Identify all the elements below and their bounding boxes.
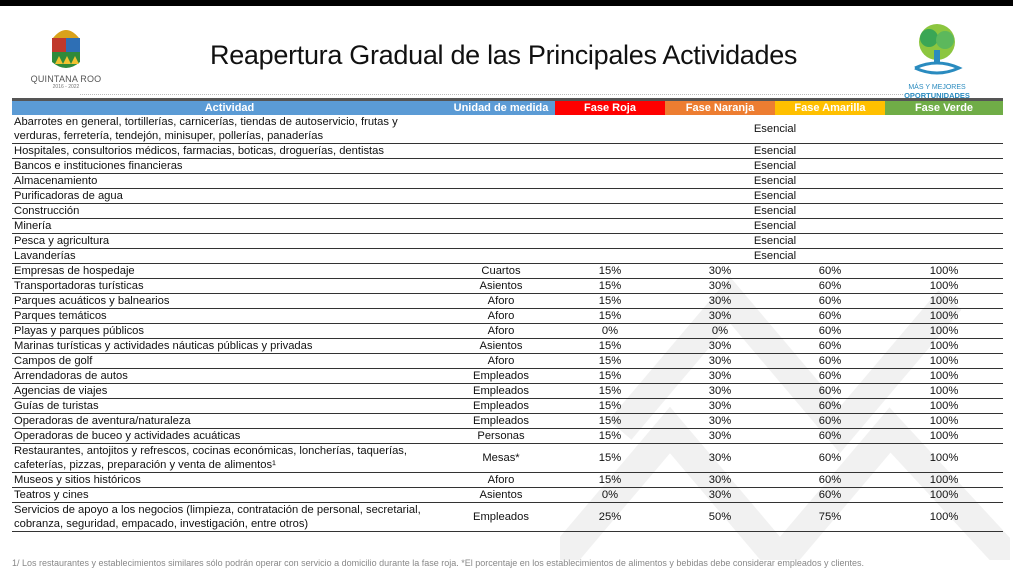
unidad-cell: Aforo (447, 473, 555, 488)
quintana-roo-logo: QUINTANA ROO 2016 - 2022 (18, 22, 114, 98)
phase-cell (885, 249, 1003, 264)
verde-cell: 100% (885, 444, 1003, 473)
activity-cell: Parques acuáticos y balnearios (12, 294, 447, 309)
essential-cell: Esencial (665, 115, 885, 144)
naranja-cell: 30% (665, 339, 775, 354)
table-row (12, 473, 1003, 488)
table-row (12, 399, 1003, 414)
verde-cell: 100% (885, 503, 1003, 532)
activity-cell: Construcción (12, 204, 447, 219)
activity-cell: Empresas de hospedaje (12, 264, 447, 279)
activity-cell: Almacenamiento (12, 174, 447, 189)
header-fase-amarilla: Fase Amarilla (775, 100, 885, 116)
verde-cell: 100% (885, 429, 1003, 444)
header-fase-verde: Fase Verde (885, 100, 1003, 116)
naranja-cell: 50% (665, 503, 775, 532)
unit-cell (447, 174, 555, 189)
amarilla-cell: 60% (775, 444, 885, 473)
naranja-cell: 30% (665, 399, 775, 414)
table-row (12, 309, 1003, 324)
activity-cell: Hospitales, consultorios médicos, farmacias, boticas, droguerías, dentistas (12, 144, 447, 159)
table-row (12, 339, 1003, 354)
amarilla-cell: 60% (775, 309, 885, 324)
activity-cell: Teatros y cines (12, 488, 447, 503)
activity-cell: Campos de golf (12, 354, 447, 369)
unit-cell (447, 219, 555, 234)
amarilla-cell: 60% (775, 324, 885, 339)
phase-cell (555, 189, 665, 204)
verde-cell: 100% (885, 369, 1003, 384)
table-row (12, 189, 1003, 204)
amarilla-cell: 60% (775, 399, 885, 414)
phase-cell (885, 174, 1003, 189)
amarilla-cell: 60% (775, 354, 885, 369)
naranja-cell: 30% (665, 473, 775, 488)
phase-cell (885, 204, 1003, 219)
unidad-cell: Empleados (447, 414, 555, 429)
amarilla-cell: 60% (775, 339, 885, 354)
verde-cell: 100% (885, 354, 1003, 369)
activity-cell: Transportadoras turísticas (12, 279, 447, 294)
tree-icon (907, 22, 967, 78)
table-row (12, 384, 1003, 399)
unit-cell (447, 249, 555, 264)
amarilla-cell: 60% (775, 414, 885, 429)
roja-cell: 15% (555, 429, 665, 444)
roja-cell: 15% (555, 279, 665, 294)
amarilla-cell: 60% (775, 384, 885, 399)
table-row (12, 249, 1003, 264)
roja-cell: 15% (555, 414, 665, 429)
table-row (12, 159, 1003, 174)
activity-cell: Lavanderías (12, 249, 447, 264)
table-row (12, 503, 1003, 532)
essential-cell: Esencial (665, 174, 885, 189)
coat-of-arms-icon (47, 22, 85, 72)
unidad-cell: Asientos (447, 488, 555, 503)
unidad-cell: Mesas* (447, 444, 555, 473)
table-row (12, 294, 1003, 309)
unidad-cell: Empleados (447, 384, 555, 399)
naranja-cell: 30% (665, 444, 775, 473)
phase-cell (555, 219, 665, 234)
table-row (12, 174, 1003, 189)
roja-cell: 15% (555, 339, 665, 354)
phase-cell (555, 159, 665, 174)
unit-cell (447, 234, 555, 249)
essential-cell: Esencial (665, 219, 885, 234)
activity-cell: Operadoras de aventura/naturaleza (12, 414, 447, 429)
unit-cell (447, 159, 555, 174)
amarilla-cell: 60% (775, 473, 885, 488)
table-row (12, 219, 1003, 234)
header-unidad: Unidad de medida (447, 100, 555, 116)
roja-cell: 15% (555, 444, 665, 473)
activity-cell: Agencias de viajes (12, 384, 447, 399)
mas-y-mejores-oportunidades-logo: MÁS Y MEJORES OPORTUNIDADES (898, 22, 976, 98)
table-row (12, 429, 1003, 444)
phase-cell (885, 234, 1003, 249)
phase-cell (885, 159, 1003, 174)
table-row (12, 279, 1003, 294)
header-fase-naranja: Fase Naranja (665, 100, 775, 116)
roja-cell: 15% (555, 354, 665, 369)
unidad-cell: Asientos (447, 339, 555, 354)
essential-cell: Esencial (665, 144, 885, 159)
roja-cell: 15% (555, 399, 665, 414)
unidad-cell: Empleados (447, 399, 555, 414)
naranja-cell: 30% (665, 279, 775, 294)
naranja-cell: 30% (665, 429, 775, 444)
table-row (12, 264, 1003, 279)
amarilla-cell: 75% (775, 503, 885, 532)
roja-cell: 25% (555, 503, 665, 532)
divider (80, 94, 903, 95)
activity-cell: Guías de turistas (12, 399, 447, 414)
verde-cell: 100% (885, 399, 1003, 414)
essential-cell: Esencial (665, 234, 885, 249)
unidad-cell: Aforo (447, 324, 555, 339)
table-row (12, 414, 1003, 429)
roja-cell: 15% (555, 264, 665, 279)
activity-cell: Bancos e instituciones financieras (12, 159, 447, 174)
roja-cell: 15% (555, 369, 665, 384)
roja-cell: 0% (555, 488, 665, 503)
naranja-cell: 30% (665, 264, 775, 279)
table-row (12, 354, 1003, 369)
verde-cell: 100% (885, 279, 1003, 294)
amarilla-cell: 60% (775, 488, 885, 503)
activity-cell: Parques temáticos (12, 309, 447, 324)
table-row (12, 115, 1003, 144)
phase-cell (555, 204, 665, 219)
naranja-cell: 30% (665, 384, 775, 399)
unit-cell (447, 144, 555, 159)
unit-cell (447, 204, 555, 219)
unidad-cell: Empleados (447, 503, 555, 532)
activity-cell: Operadoras de buceo y actividades acuáticas (12, 429, 447, 444)
table-row (12, 369, 1003, 384)
essential-cell: Esencial (665, 249, 885, 264)
activity-cell: Servicios de apoyo a los negocios (limpieza, contratación de personal, secretarial, cobranza, seguridad, empacado, investigación, entre otros) (12, 503, 447, 532)
footnote: 1/ Los restaurantes y establecimientos similares sólo podrán operar con servicio a domicilio durante la fase roja. *El porcentaje en los establecimientos de alimentos y bebidas debe considerar empleados y clientes. (12, 558, 864, 568)
unidad-cell: Aforo (447, 309, 555, 324)
verde-cell: 100% (885, 384, 1003, 399)
activity-cell: Playas y parques públicos (12, 324, 447, 339)
verde-cell: 100% (885, 488, 1003, 503)
verde-cell: 100% (885, 294, 1003, 309)
amarilla-cell: 60% (775, 429, 885, 444)
unidad-cell: Cuartos (447, 264, 555, 279)
naranja-cell: 30% (665, 354, 775, 369)
unidad-cell: Empleados (447, 369, 555, 384)
phase-cell (555, 144, 665, 159)
phase-cell (555, 234, 665, 249)
header-fase-roja: Fase Roja (555, 100, 665, 116)
verde-cell: 100% (885, 264, 1003, 279)
activity-cell: Marinas turísticas y actividades náuticas públicas y privadas (12, 339, 447, 354)
activity-cell: Purificadoras de agua (12, 189, 447, 204)
top-bar (0, 0, 1013, 6)
unidad-cell: Aforo (447, 294, 555, 309)
activity-cell: Pesca y agricultura (12, 234, 447, 249)
unit-cell (447, 189, 555, 204)
verde-cell: 100% (885, 339, 1003, 354)
roja-cell: 15% (555, 294, 665, 309)
roja-cell: 15% (555, 309, 665, 324)
naranja-cell: 30% (665, 294, 775, 309)
table-row (12, 324, 1003, 339)
verde-cell: 100% (885, 414, 1003, 429)
phase-cell (555, 174, 665, 189)
amarilla-cell: 60% (775, 279, 885, 294)
table-row (12, 488, 1003, 503)
verde-cell: 100% (885, 309, 1003, 324)
naranja-cell: 30% (665, 369, 775, 384)
verde-cell: 100% (885, 324, 1003, 339)
phase-cell (885, 144, 1003, 159)
unit-cell (447, 115, 555, 144)
verde-cell: 100% (885, 473, 1003, 488)
phase-cell (555, 249, 665, 264)
naranja-cell: 30% (665, 488, 775, 503)
essential-cell: Esencial (665, 159, 885, 174)
naranja-cell: 30% (665, 309, 775, 324)
activity-cell: Abarrotes en general, tortillerías, carnicerías, tiendas de autoservicio, frutas y verduras, ferretería, tendejón, minisuper, pollerías, panaderías (12, 115, 447, 144)
essential-cell: Esencial (665, 189, 885, 204)
unidad-cell: Personas (447, 429, 555, 444)
table-row (12, 234, 1003, 249)
phase-cell (885, 219, 1003, 234)
phase-cell (555, 115, 665, 144)
activity-cell: Arrendadoras de autos (12, 369, 447, 384)
amarilla-cell: 60% (775, 264, 885, 279)
amarilla-cell: 60% (775, 369, 885, 384)
essential-cell: Esencial (665, 204, 885, 219)
table-row (12, 444, 1003, 473)
naranja-cell: 0% (665, 324, 775, 339)
table-header (12, 100, 1003, 116)
phase-cell (885, 189, 1003, 204)
naranja-cell: 30% (665, 414, 775, 429)
header-actividad: Actividad (12, 100, 447, 116)
table-row (12, 204, 1003, 219)
phase-cell (885, 115, 1003, 144)
roja-cell: 15% (555, 473, 665, 488)
activity-cell: Restaurantes, antojitos y refrescos, cocinas económicas, loncherías, taquerías, cafeterías, pizzas, preparación y venta de alimentos¹ (12, 444, 447, 473)
activity-cell: Minería (12, 219, 447, 234)
roja-cell: 15% (555, 384, 665, 399)
unidad-cell: Asientos (447, 279, 555, 294)
activity-cell: Museos y sitios históricos (12, 473, 447, 488)
unidad-cell: Aforo (447, 354, 555, 369)
page-title: Reapertura Gradual de las Principales Actividades (210, 40, 798, 70)
table-row (12, 144, 1003, 159)
reopening-table (12, 98, 1003, 532)
roja-cell: 0% (555, 324, 665, 339)
amarilla-cell: 60% (775, 294, 885, 309)
